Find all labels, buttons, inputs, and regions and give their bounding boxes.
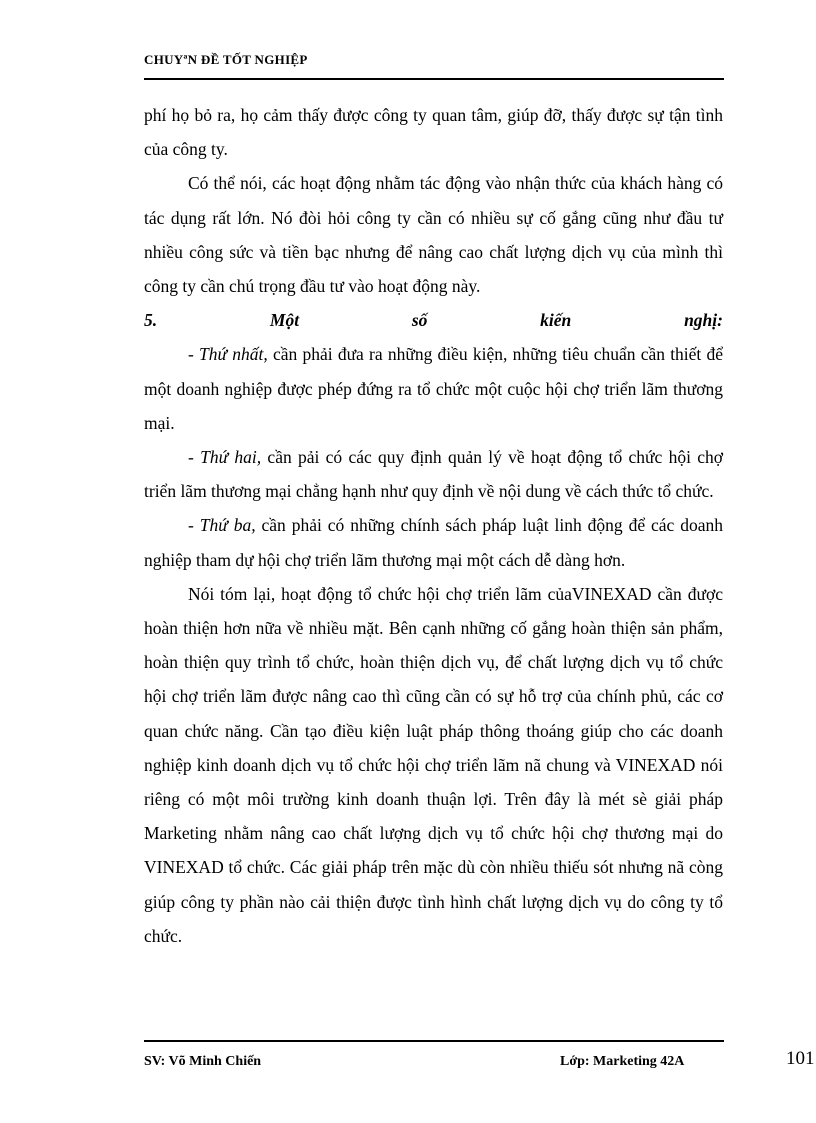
- document-body: [144, 98, 723, 953]
- list-item: [144, 508, 723, 576]
- list-item-emphasis: Thứ hai,: [200, 447, 262, 468]
- list-item-emphasis: Thứ ba,: [199, 515, 256, 536]
- list-dash: -: [188, 344, 200, 365]
- section-heading: [144, 303, 723, 337]
- page-header-title: CHUYªN ĐỀ TỐT NGHIỆP: [144, 52, 308, 67]
- section-number: 5.: [144, 310, 158, 331]
- footer-class: Lớp: Marketing 42A: [560, 1054, 685, 1069]
- paragraph: Có thể nói, các hoạt động nhằm tác động vào nhận thức của khách hàng có tác dụng rất lớn. Nó đòi hỏi công ty cần có nhiều sự cố gắng cũng như đầu tư nhiều công sức và tiền bạc nhưng để nâng cao chất lượng dịch vụ của mình thì công ty cần chú trọng đầu tư vào hoạt động này.: [144, 173, 723, 297]
- paragraph-continuation: phí họ bỏ ra, họ cảm thấy được công ty quan tâm, giúp đỡ, thấy được sự tận tình của công ty.: [144, 105, 723, 160]
- list-item-text: cần pải có các quy định quản lý về hoạt động tổ chức hội chợ triển lãm thương mại chẳng hạnh như quy định về nội dung về cách thức tổ chức.: [144, 447, 723, 502]
- list-item: [144, 337, 723, 440]
- paragraph: Nói tóm lại, hoạt động tổ chức hội chợ triển lãm củaVINEXAD cần được hoàn thiện hơn nữa về nhiều mặt. Bên cạnh những cố gắng hoàn thiện sản phẩm, hoàn thiện quy trình tổ chức, hoàn thiện dịch vụ, để chất lượng dịch vụ tổ chức hội chợ triển lãm được nâng cao thì cũng cần có sự hỗ trợ của chính phủ, các cơ quan chức năng. Cần tạo điều kiện luật pháp thông thoáng giúp cho các doanh nghiệp kinh doanh dịch vụ tổ chức hội chợ triển lãm nã chung và VINEXAD nói riêng có một môi trường kinh doanh thuận lợi. Trên đây là mét sè giải pháp Marketing nhằm nâng cao chất lượng dịch vụ tổ chức hội chợ thương mại do VINEXAD tổ chức. Các giải pháp trên mặc dù còn nhiều thiếu sót nhưng nã còng giúp công ty phần nào cải thiện được tình hình chất lượng dịch vụ do công ty tổ chức.: [144, 583, 723, 946]
- heading-word: số: [411, 310, 428, 331]
- list-dash: -: [188, 447, 201, 468]
- footer-student-name: SV: Võ Minh Chiến: [144, 1054, 262, 1069]
- list-item-text: cần phải có những chính sách pháp luật linh động để các doanh nghiệp tham dự hội chợ triển lãm thương mại một cách dễ dàng hơn.: [144, 515, 723, 570]
- footer-rule: [144, 1040, 724, 1042]
- heading-word: kiến: [540, 310, 572, 331]
- heading-word: nghị:: [684, 310, 723, 331]
- list-item-text: cần phải đưa ra những điều kiện, những tiêu chuẩn cần thiết để một doanh nghiệp được phép đứng ra tổ chức một cuộc hội chợ triển lãm thương mại.: [144, 344, 724, 433]
- header-rule: [144, 78, 724, 80]
- list-item-emphasis: Thứ nhất,: [199, 344, 268, 365]
- heading-word: Một: [269, 310, 300, 331]
- list-dash: -: [188, 515, 200, 536]
- list-item: [144, 440, 723, 508]
- page-number: 101: [786, 1048, 815, 1069]
